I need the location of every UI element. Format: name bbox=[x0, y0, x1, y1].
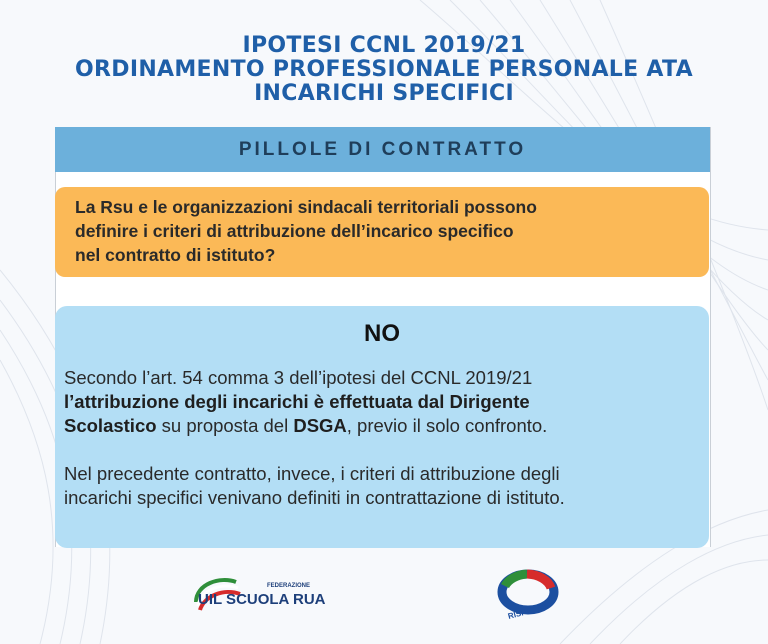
uil-scuola-rua-logo bbox=[192, 572, 332, 618]
question-line-3: nel contratto di istituto? bbox=[75, 245, 276, 265]
question-line-1: La Rsu e le organizzazioni sindacali territoriali possono bbox=[75, 197, 537, 217]
rispetto-logo bbox=[497, 566, 559, 622]
answer-p2-line2: incarichi specifici venivano definiti in contrattazione di istituto. bbox=[64, 487, 565, 508]
question-line-2: definire i criteri di attribuzione dell’incarico specifico bbox=[75, 221, 514, 241]
title-line-2: ORDINAMENTO PROFESSIONALE PERSONALE ATA bbox=[75, 57, 693, 82]
section-header-label: PILLOLE DI CONTRATTO bbox=[238, 138, 527, 160]
svg-text:RISPETTO: RISPETTO bbox=[506, 601, 548, 621]
answer-text bbox=[64, 366, 704, 510]
question-box bbox=[55, 187, 709, 277]
section-header bbox=[55, 127, 710, 172]
answer-p1-line3-bold2: DSGA bbox=[293, 415, 347, 436]
answer-p2-line1: Nel precedente contratto, invece, i criteri di attribuzione degli bbox=[64, 463, 560, 484]
answer-p1-line3-end: , previo il solo confronto. bbox=[346, 415, 548, 436]
svg-text:FEDERAZIONE: FEDERAZIONE bbox=[266, 583, 310, 589]
svg-text:UIL SCUOLA RUA: UIL SCUOLA RUA bbox=[198, 591, 326, 608]
answer-p1-line1: Secondo l’art. 54 comma 3 dell’ipotesi del CCNL 2019/21 bbox=[64, 367, 533, 388]
answer-box bbox=[55, 306, 709, 548]
title-line-3: INCARICHI SPECIFICI bbox=[254, 81, 514, 106]
page-title bbox=[0, 34, 768, 106]
title-line-1: IPOTESI CCNL 2019/21 bbox=[242, 33, 526, 58]
answer-title: NO bbox=[364, 320, 400, 347]
answer-p1-line3-bold: Scolastico bbox=[64, 415, 157, 436]
answer-p1-line2: l’attribuzione degli incarichi è effettuata dal Dirigente bbox=[64, 391, 530, 412]
answer-p1-line3-mid: su proposta del bbox=[156, 415, 294, 436]
